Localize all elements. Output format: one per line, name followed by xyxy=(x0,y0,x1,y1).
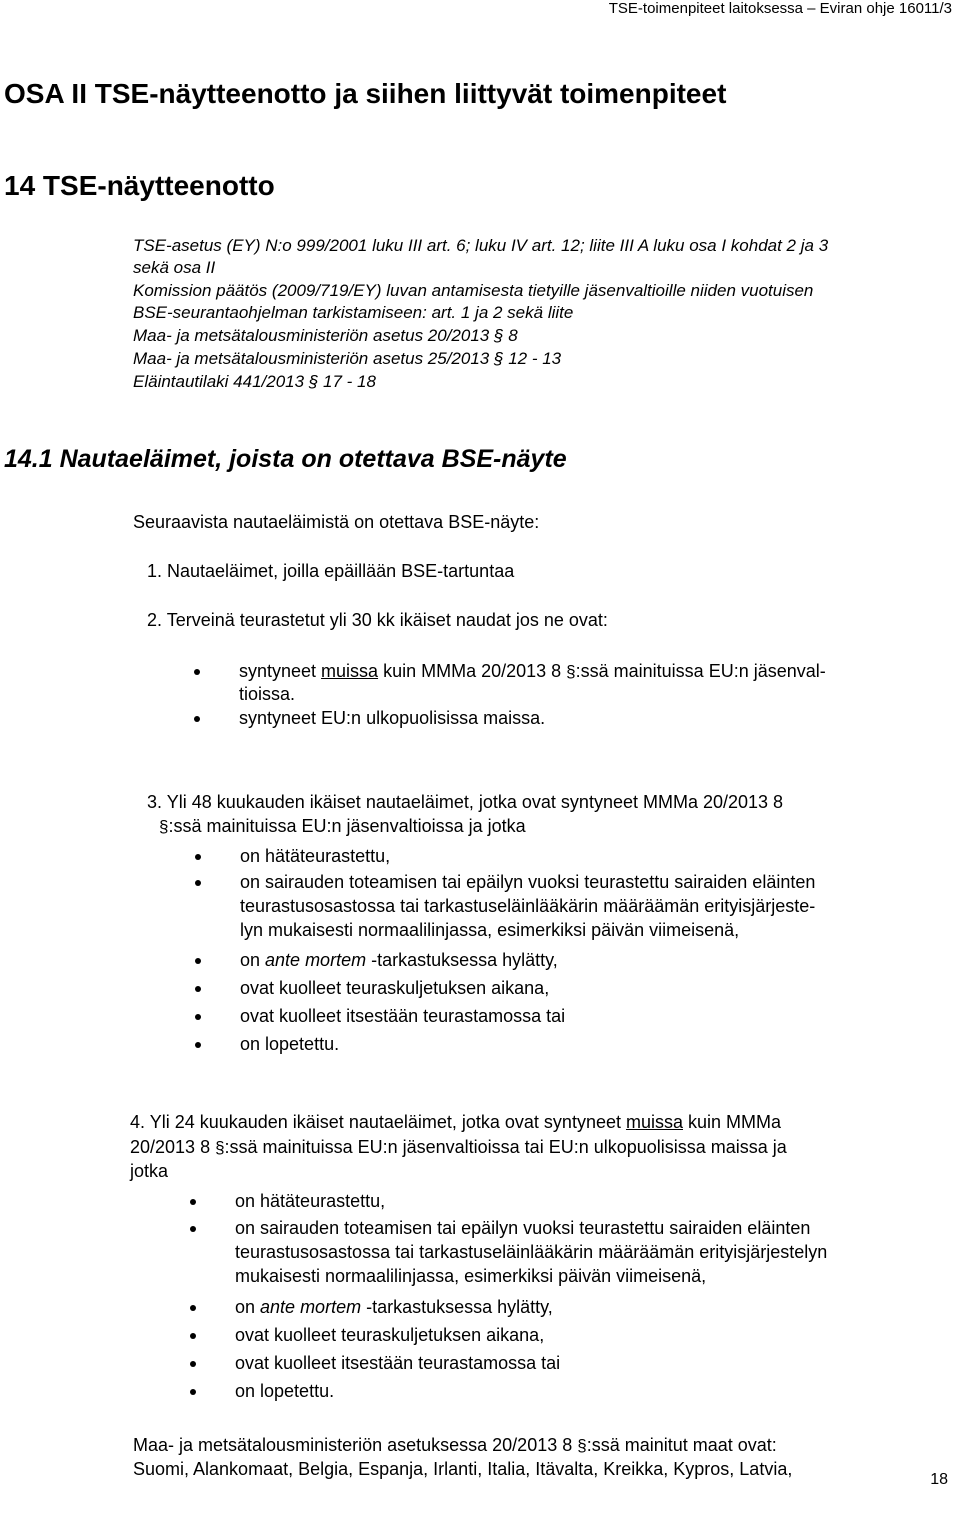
text: -tarkastuksessa hylätty, xyxy=(361,1297,553,1317)
text: 4. Yli 24 kuukauden ikäiset nautaeläimet, jotka ovat syntyneet xyxy=(130,1112,626,1132)
bullet-item xyxy=(240,949,558,972)
text: :ssä mainituissa EU:n jäsenvaltioissa ja jotka xyxy=(168,816,526,836)
italic-text: ante mortem xyxy=(260,1297,362,1317)
list-item: 1. Nautaeläimet, joilla epäillään BSE-tartuntaa xyxy=(147,561,515,581)
section-title: 14.1 Nautaeläimet, joista on otettava BSE-näyte xyxy=(4,445,567,473)
section-sign: § xyxy=(493,326,504,345)
text: 20/2013 8 xyxy=(130,1137,216,1157)
reference-text: Eläintautilaki 441/2013 xyxy=(133,372,305,391)
bullet-item xyxy=(239,660,826,683)
reference-line xyxy=(133,371,376,393)
bullet-item: ovat kuolleet teuraskuljetuksen aikana, xyxy=(235,1325,545,1345)
reference-line: sekä osa II xyxy=(133,258,216,277)
list-item: 2. Terveinä teurastetut yli 30 kk ikäiset naudat jos ne ovat: xyxy=(147,610,608,630)
list-item: 3. Yli 48 kuukauden ikäiset nautaeläimet, jotka ovat syntyneet MMMa 20/2013 8 xyxy=(147,792,784,812)
text: syntyneet xyxy=(239,661,322,681)
underlined-text: muissa xyxy=(321,661,379,681)
text: :ssä mainituissa EU:n jäsenval- xyxy=(575,661,826,681)
reference-section: 8 xyxy=(508,326,518,345)
text: -tarkastuksessa hylätty, xyxy=(366,950,558,970)
bullet-continuation: lyn mukaisesti normaalilinjassa, esimerkiksi päivän viimeisenä, xyxy=(240,920,740,940)
closing-text xyxy=(133,1434,777,1457)
text: :ssä mainituissa EU:n jäsenvaltioissa tai EU:n ulkopuolisissa maissa ja xyxy=(224,1137,787,1157)
bullet-item: on hätäteurastettu, xyxy=(235,1191,386,1211)
intro-text: Seuraavista nautaeläimistä on otettava BSE-näyte: xyxy=(133,512,540,532)
bullet-item: on sairauden toteamisen tai epäilyn vuoksi teurastettu sairaiden eläinten xyxy=(235,1218,811,1238)
reference-section: 12 - 13 xyxy=(508,349,562,368)
bullet-item: ovat kuolleet itsestään teurastamossa tai xyxy=(235,1353,561,1373)
bullet-item: syntyneet EU:n ulkopuolisissa maissa. xyxy=(239,708,546,728)
bullet-continuation: teurastusosastossa tai tarkastuseläinlääkärin määräämän erityisjärjestelyn xyxy=(235,1242,828,1262)
bullet-continuation: tioissa. xyxy=(239,684,296,704)
text: kuin MMMa xyxy=(683,1112,782,1132)
list-item-continuation xyxy=(130,1136,787,1159)
reference-line xyxy=(133,325,518,347)
bullet-item: ovat kuolleet teuraskuljetuksen aikana, xyxy=(240,978,550,998)
italic-text: ante mortem xyxy=(265,950,367,970)
bullet-continuation: mukaisesti normaalilinjassa, esimerkiksi päivän viimeisenä, xyxy=(235,1266,707,1286)
section-sign: § xyxy=(566,662,576,681)
reference-text: Maa- ja metsätalousministeriön asetus 25/2013 xyxy=(133,349,490,368)
reference-line: Komission päätös (2009/719/EY) luvan antamisesta tietyille jäsenvaltioille niiden vuotuisen xyxy=(133,281,814,300)
text: kuin MMMa 20/2013 8 xyxy=(378,661,567,681)
section-sign: § xyxy=(159,817,169,836)
bullet-item: on hätäteurastettu, xyxy=(240,846,391,866)
list-item-continuation: jotka xyxy=(130,1161,169,1181)
list-item-continuation xyxy=(159,815,526,838)
reference-text: Maa- ja metsätalousministeriön asetus 20/2013 xyxy=(133,326,490,345)
bullet-item: on lopetettu. xyxy=(240,1034,340,1054)
page-header: TSE-toimenpiteet laitoksessa – Eviran ohje 16011/3 xyxy=(608,0,952,17)
bullet-item xyxy=(235,1296,553,1319)
reference-section: 17 - 18 xyxy=(323,372,376,391)
list-item xyxy=(130,1111,781,1134)
underlined-text: muissa xyxy=(625,1112,683,1132)
reference-line: TSE-asetus (EY) N:o 999/2001 luku III art. 6; luku IV art. 12; liite III A luku osa I kohdat 2 ja 3 xyxy=(133,236,829,255)
section-sign: § xyxy=(493,349,504,368)
part-title: OSA II TSE-näytteenotto ja siihen liittyvät toimenpiteet xyxy=(4,78,727,109)
section-sign: § xyxy=(577,1436,587,1455)
text: on xyxy=(240,950,266,970)
text: :ssä mainitut maat ovat: xyxy=(586,1435,777,1455)
reference-line: BSE-seurantaohjelman tarkistamiseen: art. 1 ja 2 sekä liite xyxy=(133,303,574,322)
bullet-item: ovat kuolleet itsestään teurastamossa tai xyxy=(240,1006,566,1026)
page-number: 18 xyxy=(930,1471,948,1488)
chapter-title: 14 TSE-näytteenotto xyxy=(4,170,275,201)
reference-line xyxy=(133,348,561,370)
bullet-continuation: teurastusosastossa tai tarkastuseläinlääkärin määräämän erityisjärjeste- xyxy=(240,896,816,916)
closing-countries: Suomi, Alankomaat, Belgia, Espanja, Irlanti, Italia, Itävalta, Kreikka, Kypros, Latvia, xyxy=(133,1459,793,1479)
text: Maa- ja metsätalousministeriön asetuksessa 20/2013 8 xyxy=(133,1435,578,1455)
bullet-item: on lopetettu. xyxy=(235,1381,335,1401)
section-sign: § xyxy=(308,372,319,391)
text: on xyxy=(235,1297,261,1317)
section-sign: § xyxy=(215,1138,225,1157)
bullet-item: on sairauden toteamisen tai epäilyn vuoksi teurastettu sairaiden eläinten xyxy=(240,872,816,892)
